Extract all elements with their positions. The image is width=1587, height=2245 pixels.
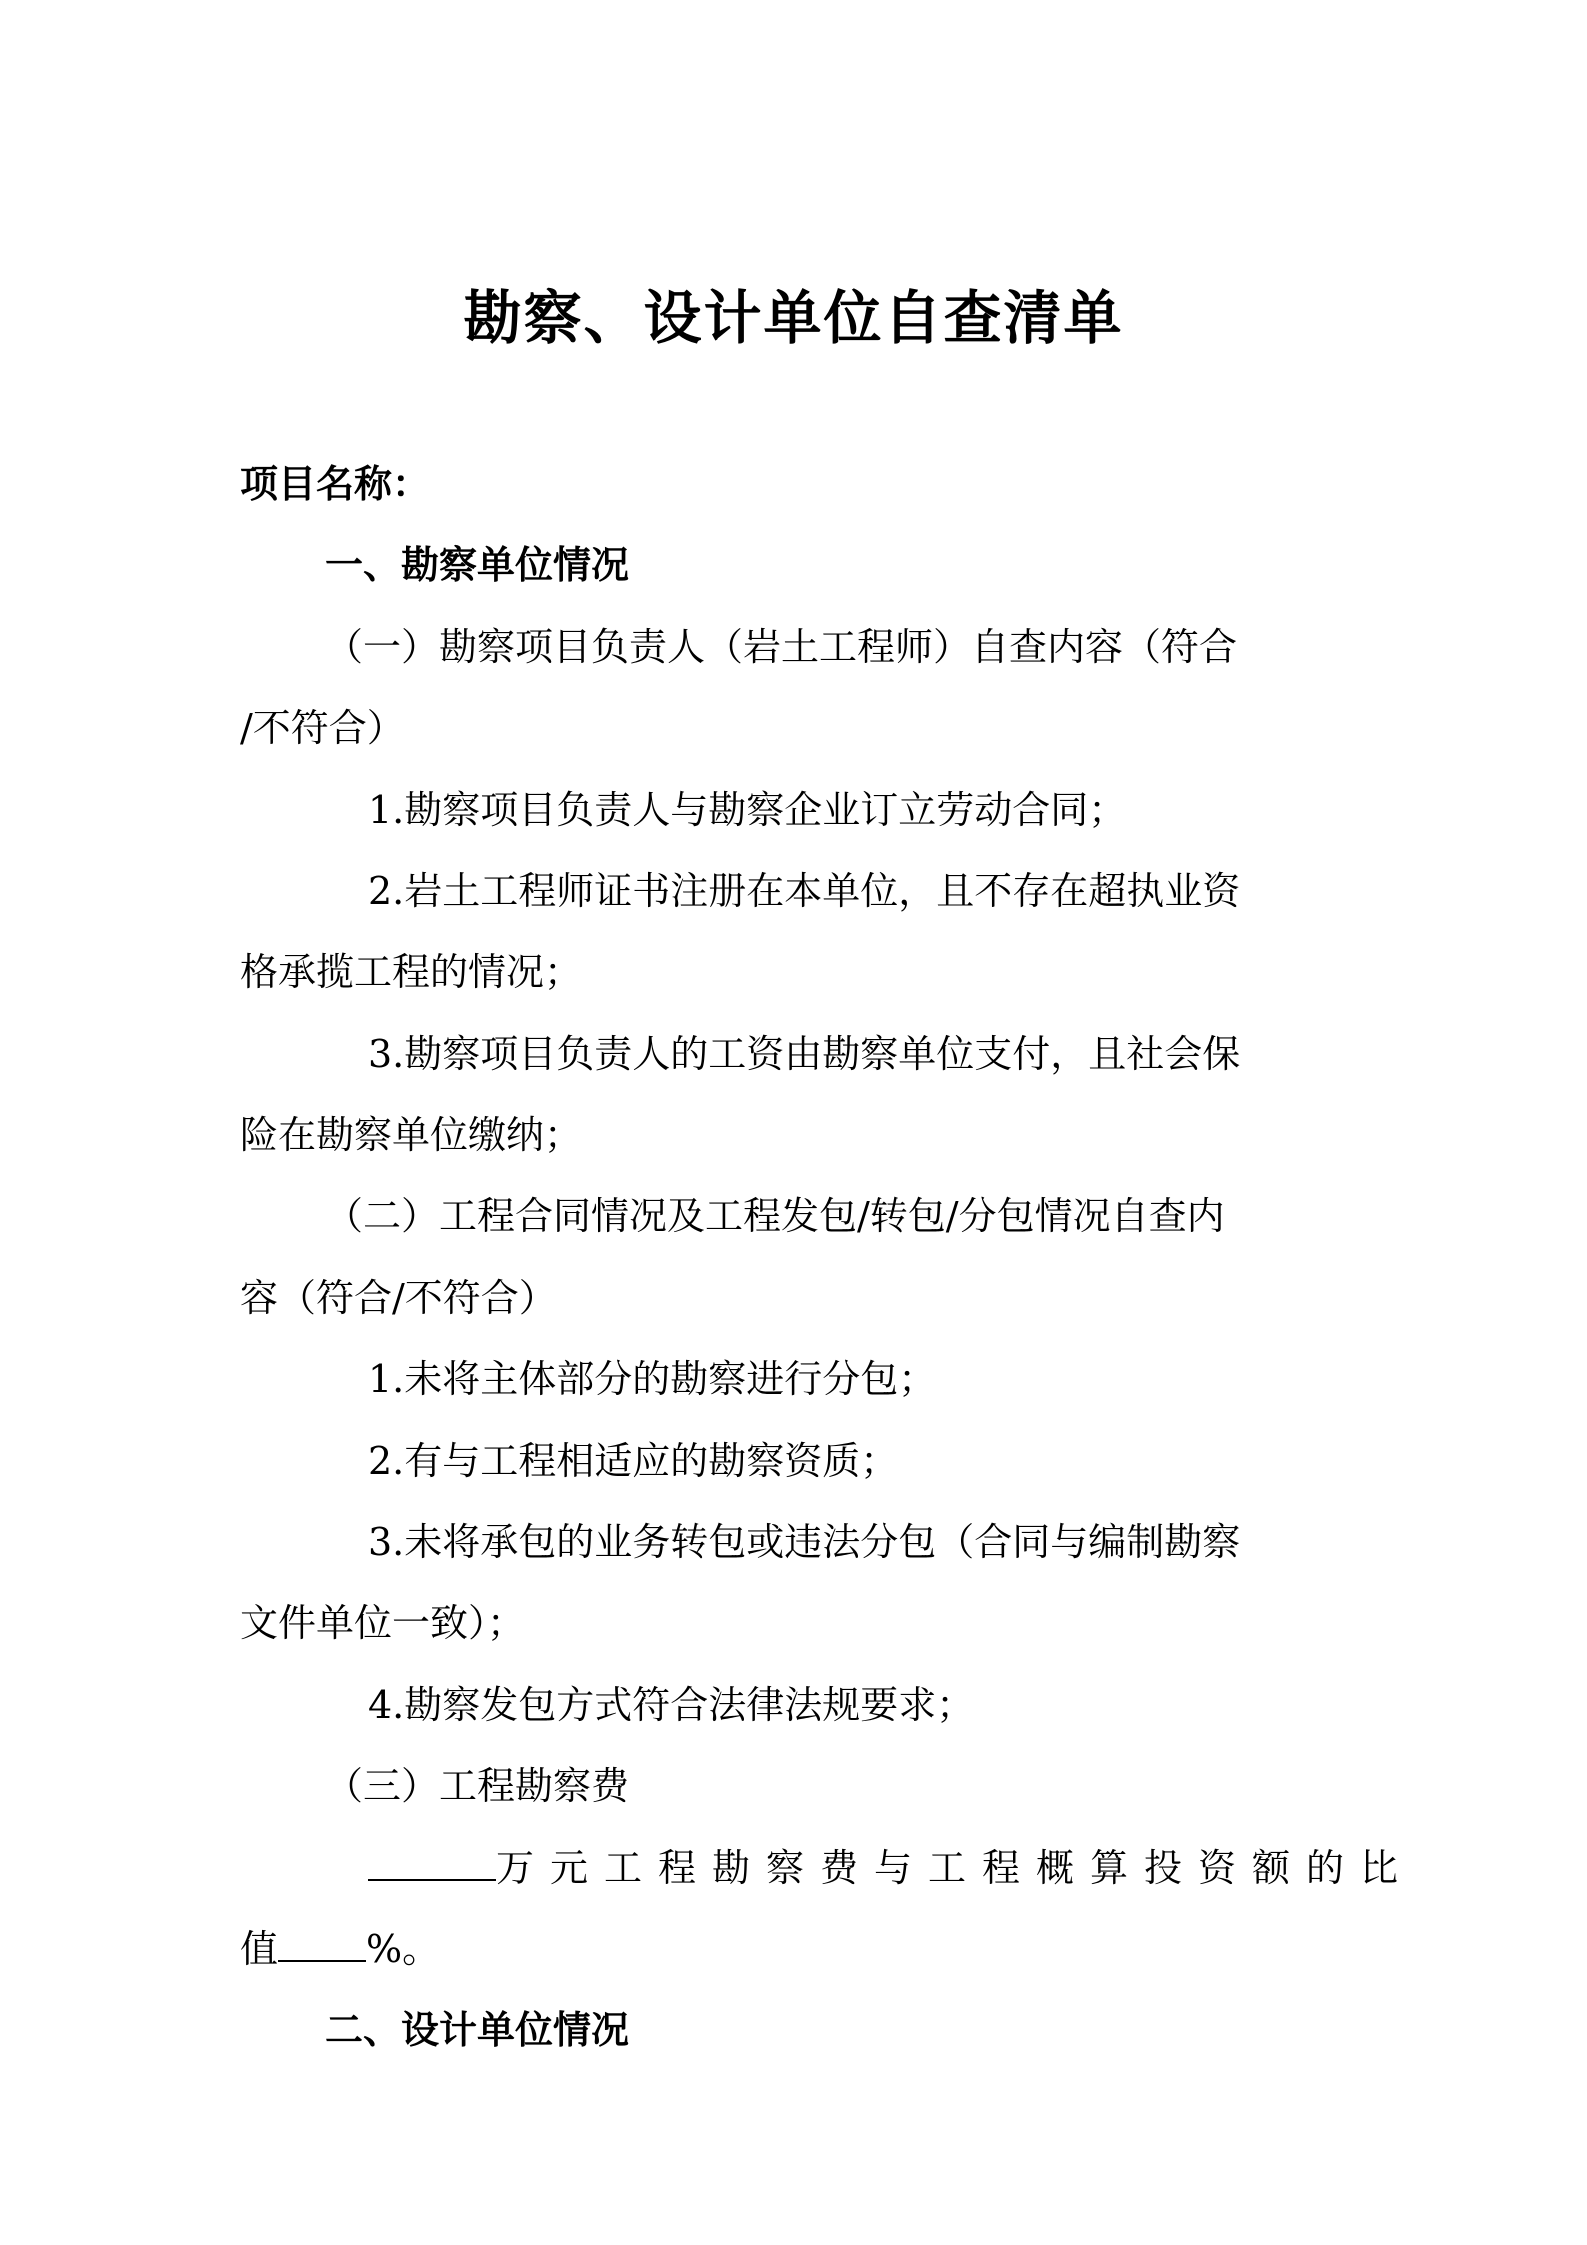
part1-item2-line1: 2.岩土工程师证书注册在本单位，且不存在超执业资 [368,869,1241,913]
part2-heading-line1: （二）工程合同情况及工程发包/转包/分包情况自查内 [325,1194,1225,1238]
project-name-label: 项目名称： [240,462,431,506]
part2-item3-line2: 文件单位一致）； [240,1601,526,1645]
part2-item1: 1.未将主体部分的勘察进行分包； [368,1357,937,1401]
survey-fee-line [240,1843,1478,1893]
ratio-prefix: 值 [240,1927,279,1971]
part2-item2: 2.有与工程相适应的勘察资质； [368,1439,899,1483]
document-title: 勘察、设计单位自查清单 [463,284,1124,352]
part3-heading: （三）工程勘察费 [325,1764,630,1808]
survey-fee-ratio-line [240,1924,1350,1974]
part1-item2-line2: 格承揽工程的情况； [240,950,583,994]
survey-fee-ratio-blank[interactable] [278,1924,366,1962]
ratio-suffix: %。 [366,1927,441,1971]
part1-item3-line1: 3.勘察项目负责人的工资由勘察单位支付，且社会保 [368,1032,1241,1076]
part1-item1: 1.勘察项目负责人与勘察企业订立劳动合同； [368,788,1127,832]
survey-fee-amount-blank[interactable] [368,1843,496,1881]
survey-fee-text: 万元工程勘察费与工程概算投资额的比 [496,1846,1415,1890]
part1-item3-line2: 险在勘察单位缴纳； [240,1113,583,1157]
part1-heading-line1: （一）勘察项目负责人（岩土工程师）自查内容（符合 [325,625,1238,669]
part1-heading-line2: /不符合） [240,706,405,750]
part2-item3-line1: 3.未将承包的业务转包或违法分包（合同与编制勘察 [368,1520,1241,1564]
part2-heading-line2: 容（符合/不符合） [240,1276,557,1320]
section-heading-design-unit: 二、设计单位情况 [325,2008,630,2052]
part2-item4: 4.勘察发包方式符合法律法规要求； [368,1683,975,1727]
section-heading-survey-unit: 一、勘察单位情况 [325,543,630,587]
